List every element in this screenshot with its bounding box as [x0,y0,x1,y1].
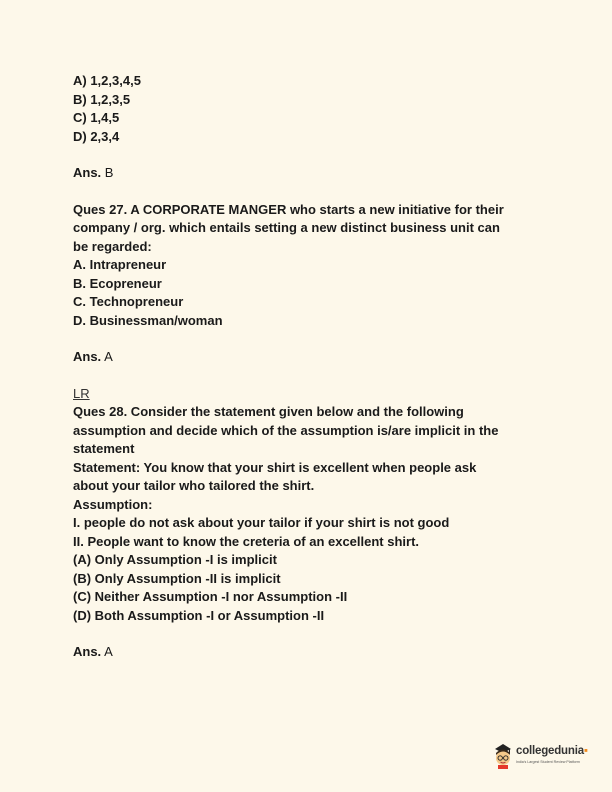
question-line: statement [73,441,135,456]
section-tag: LR [73,385,90,401]
option: C. Technopreneur [73,294,184,309]
option: D. Businessman/woman [73,312,223,328]
collegedunia-logo [493,743,603,773]
mascot-icon [493,743,513,769]
q28-statement [73,459,543,496]
option: (B) Only Assumption -II is implicit [73,570,281,586]
statement-line: Statement: You know that your shirt is excellent when people ask [73,459,477,475]
q28-answer [73,643,543,662]
q26-answer [73,164,543,183]
answer-label: Ans. [73,349,102,364]
q28-question [73,403,543,459]
answer-value: B [104,165,114,180]
assumption-heading: Assumption: [73,496,153,512]
q26-options [73,72,543,146]
statement-line: about your tailor who tailored the shirt. [73,478,315,493]
q27-options [73,256,543,330]
brand-suffix: ▪ [583,745,588,757]
question-line: Ques 28. Consider the statement given below and the following [73,404,464,419]
q28-assumptions [73,514,543,551]
assumption: II. People want to know the creteria of an excellent shirt. [73,533,420,549]
brand-main: collegedunia [516,745,584,757]
q28-options [73,551,543,625]
q27-question [73,201,543,257]
option: (D) Both Assumption -I or Assumption -II [73,607,325,623]
question-line: be regarded: [73,238,152,254]
assumption: I. people do not ask about your tailor if your shirt is not good [73,515,450,530]
option: A) 1,2,3,4,5 [73,73,141,88]
brand-name [516,745,588,757]
option: B. Ecopreneur [73,275,162,291]
q27-answer [73,348,543,367]
answer-label: Ans. [73,165,102,180]
answer-label: Ans. [73,644,102,659]
option: C) 1,4,5 [73,110,120,125]
page-content [73,72,543,662]
option: D) 2,3,4 [73,128,120,144]
option: (C) Neither Assumption -I nor Assumption -II [73,589,348,604]
answer-value: A [104,644,113,659]
option: A. Intrapreneur [73,257,167,272]
question-line: Ques 27. A CORPORATE MANGER who starts a new initiative for their [73,201,504,217]
option: (A) Only Assumption -I is implicit [73,552,277,567]
option: B) 1,2,3,5 [73,91,131,107]
question-line: assumption and decide which of the assumption is/are implicit in the [73,422,499,438]
question-line: company / org. which entails setting a new distinct business unit can [73,220,500,235]
brand-tagline: India's Largest Student Review Platform [516,760,580,764]
answer-value: A [104,349,113,364]
